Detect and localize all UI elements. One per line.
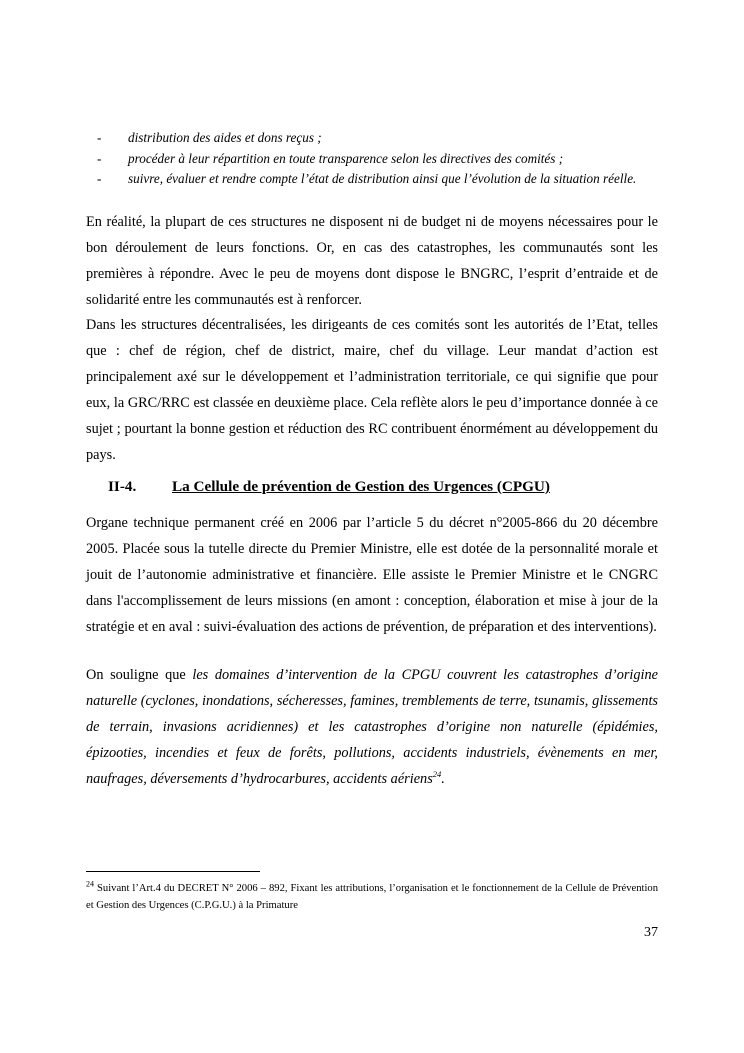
paragraph-cpgu-domains xyxy=(86,663,658,793)
footnote-reference[interactable]: 24 xyxy=(432,768,442,779)
paragraph-italic-text: les domaines d’intervention de la CPGU couvrent les catastrophes d’origine naturelle (cyclones, inondations, sécheresses, famines, tremblements de terre, tsunamis, glissements de terrain, invasions acridiennes) et les catastrophes d’origine non naturelle (épidémies, épizooties, incendies et feux de forêts, pollutions, accidents industriels, évènements en mer, naufrages, déversements d’hydrocarbures, accidents aériens xyxy=(86,667,658,787)
paragraph-decentralized-structures: Dans les structures décentralisées, les dirigeants de ces comités sont les autorités de l’Etat, telles que : chef de région, chef de district, maire, chef du village. Leur mandat d’action est principalement axé sur le développement et l’administration territoriale, ce qui signifie que pour eux, la GRC/RRC est classée en deuxième place. Cela reflète alors le peu d’importance donnée à ce sujet ; pourtant la bonne gestion et réduction des RC contribuent énormément au développement du pays. xyxy=(86,317,658,463)
list-item xyxy=(86,128,660,149)
bullet-text: procéder à leur répartition en toute transparence selon les directives des comités ; xyxy=(128,150,564,166)
paragraph-lead: On souligne que xyxy=(86,667,193,683)
section-title: La Cellule de prévention de Gestion des Urgences (CPGU) xyxy=(172,478,550,495)
bullet-marker: - xyxy=(97,130,102,145)
bullet-text: distribution des aides et dons reçus ; xyxy=(128,130,322,145)
list-item xyxy=(86,169,660,190)
page-number: 37 xyxy=(644,925,658,940)
bullet-list xyxy=(86,128,660,190)
paragraph-cpgu-organ: Organe technique permanent créé en 2006 par l’article 5 du décret n°2005-866 du 20 décembre 2005. Placée sous la tutelle directe du Premier Ministre, elle est dotée de la personnalité morale et jouit de l’autonomie administrative et financière. Elle assiste le Premier Ministre et le CNGRC dans l'accomplissement de leurs missions (en amont : conception, élaboration et mise à jour de la stratégie et en aval : suivi-évaluation des actions de prévention, de préparation et des interventions). xyxy=(86,515,658,635)
bullet-marker: - xyxy=(97,171,102,186)
footnote-number: 24 xyxy=(86,879,94,889)
bullet-text: suivre, évaluer et rendre compte l’état de distribution ainsi que l’évolution de la situation réelle. xyxy=(128,171,637,186)
footnote xyxy=(86,880,658,914)
section-number: II-4. xyxy=(108,478,137,495)
list-item xyxy=(86,149,660,170)
paragraph-end: . xyxy=(441,770,445,787)
bullet-marker: - xyxy=(97,150,102,166)
section-heading xyxy=(108,478,550,496)
paragraph-structures-budget: En réalité, la plupart de ces structures ne disposent ni de budget ni de moyens nécessaires pour le bon déroulement de leurs fonctions. Or, en cas des catastrophes, les communautés sont les premières à répondre. Avec le peu de moyens dont dispose le BNGRC, l’esprit d’entraide et de solidarité entre les communautés est à renforcer. xyxy=(86,214,658,308)
footnote-text: Suivant l’Art.4 du DECRET N° 2006 – 892, Fixant les attributions, l’organisation et le fonctionnement de la Cellule de Prévention et Gestion des Urgences (C.P.G.U.) à la Primature xyxy=(86,883,658,911)
footnote-separator xyxy=(86,871,260,872)
